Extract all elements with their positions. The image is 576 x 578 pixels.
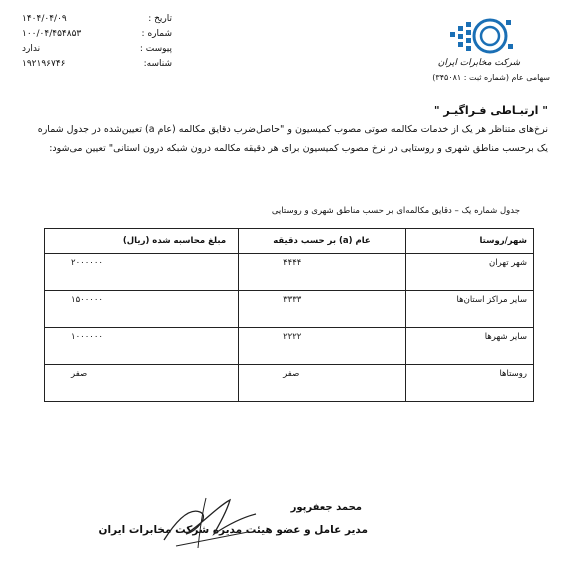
date-row bbox=[22, 12, 172, 27]
id-label: شناسه: bbox=[143, 59, 172, 69]
signer-role: مدیر عامل و عضو هیئت مدیره شرکت مخابرات ایران bbox=[98, 524, 368, 536]
document-title: " ارتبـاطی فـراگیـر " bbox=[433, 104, 548, 117]
header-amount: مبلغ محاسبه شده (ریال) bbox=[45, 229, 239, 254]
letter-meta bbox=[22, 12, 172, 72]
telecom-logo-icon bbox=[446, 14, 518, 58]
id-row bbox=[22, 57, 172, 72]
date-label: تاریخ : bbox=[148, 14, 172, 24]
table-row bbox=[45, 291, 534, 328]
cell-location: سایر مراکز استان‌ها bbox=[405, 291, 533, 328]
table-row bbox=[45, 365, 534, 402]
rates-table bbox=[44, 228, 534, 402]
table-row bbox=[45, 254, 534, 291]
attachment-row bbox=[22, 42, 172, 57]
document-body: نرخ‌های متناظر هر یک از خدمات مکالمه صوتی مصوب کمیسیون و "حاصل‌ضرب دقایق مکالمه (عام a) تعیین‌شده در جدول شماره یک برحسب مناطق شهری و روستایی در نرخ مصوب کمیسیون برای هر دقیقه مکالمه درون شبکه درون استانی" تعیین می‌شود: bbox=[37, 124, 548, 154]
number-row bbox=[22, 27, 172, 42]
header-location: شهر/روستا bbox=[405, 229, 533, 254]
company-registration: سهامی عام (شماره ثبت : ۳۴۵۰۸۱) bbox=[432, 73, 550, 82]
date-value: ۱۴۰۴/۰۴/۰۹ bbox=[22, 14, 67, 24]
number-value: ۱۰۰/۰۴/۴۵۴۸۵۳ bbox=[22, 29, 82, 39]
number-label: شماره : bbox=[141, 29, 172, 39]
cell-location: سایر شهرها bbox=[405, 328, 533, 365]
cell-amount: ۲۰۰۰۰۰۰ bbox=[45, 254, 239, 291]
cell-minutes: ۳۳۳۳ bbox=[239, 291, 406, 328]
cell-amount: صفر bbox=[45, 365, 239, 402]
cell-location: روستاها bbox=[405, 365, 533, 402]
attachment-label: پیوست : bbox=[139, 44, 172, 54]
cell-amount: ۱۵۰۰۰۰۰ bbox=[45, 291, 239, 328]
cell-amount: ۱۰۰۰۰۰۰ bbox=[45, 328, 239, 365]
id-value: ۱۹۲۱۹۶۷۴۶ bbox=[22, 59, 66, 69]
cell-minutes: صفر bbox=[239, 365, 406, 402]
table-caption: جدول شماره یک – دقایق مکالمه‌ای بر حسب مناطق شهری و روستایی bbox=[271, 206, 520, 216]
table-row bbox=[45, 328, 534, 365]
cell-minutes: ۲۲۲۲ bbox=[239, 328, 406, 365]
attachment-value: ندارد bbox=[22, 44, 41, 54]
signature-icon bbox=[156, 488, 266, 558]
header-minutes: عام (a) بر حسب دقیقه bbox=[239, 229, 406, 254]
company-name: شرکت مخابرات ایران bbox=[437, 58, 520, 68]
signer-name: محمد جعفرپور bbox=[290, 502, 362, 513]
table-header-row bbox=[45, 229, 534, 254]
cell-location: شهر تهران bbox=[405, 254, 533, 291]
cell-minutes: ۴۴۴۴ bbox=[239, 254, 406, 291]
